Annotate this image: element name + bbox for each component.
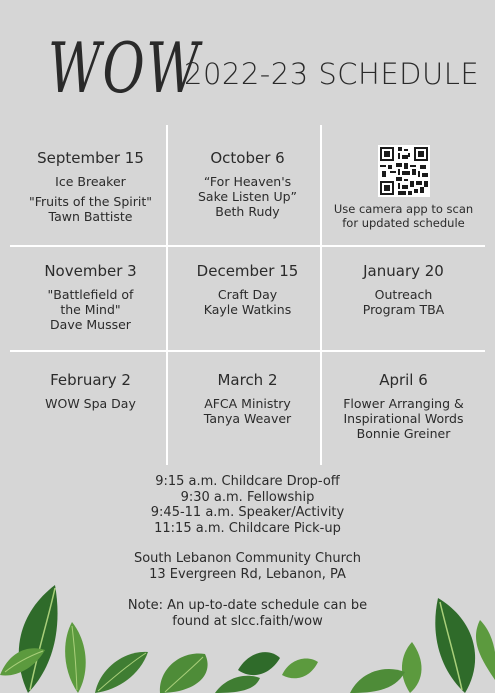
note-line: found at slcc.faith/wow (172, 614, 323, 629)
note-line: Note: An up-to-date schedule can be (127, 598, 368, 613)
church-name: South Lebanon Community Church (133, 551, 362, 566)
church-address: 13 Evergreen Rd, Lebanon, PA (149, 567, 346, 582)
event-line: Dave Musser (50, 317, 131, 332)
leaf-left-mid (65, 622, 86, 693)
event-line: Beth Rudy (215, 204, 280, 219)
event-cell (326, 370, 481, 441)
event-line: Bonnie Greiner (356, 426, 451, 441)
event-line: Inspirational Words (343, 411, 464, 426)
event-line: Sake Listen Up” (197, 189, 298, 204)
schedule-time-line: 9:30 a.m. Fellowship (180, 489, 315, 505)
event-line: the Mind" (60, 302, 121, 317)
event-date: September 15 (37, 149, 144, 167)
daily-schedule (0, 474, 495, 536)
event-cell (326, 261, 481, 317)
grid-divider-horizontal (10, 350, 485, 352)
event-line: Program TBA (362, 302, 445, 317)
qr-cell (326, 145, 481, 230)
event-line: Flower Arranging & (343, 396, 464, 411)
event-line: Ice Breaker (55, 174, 126, 189)
leaf-left-tilted (95, 652, 148, 693)
event-cell (170, 370, 325, 426)
event-line: Kayle Watkins (203, 302, 292, 317)
grid-divider-horizontal (10, 245, 485, 247)
event-line: AFCA Ministry (204, 396, 291, 411)
event-line: "Fruits of the Spirit" (28, 194, 153, 209)
event-date: March 2 (217, 371, 278, 389)
header (0, 0, 495, 125)
schedule-time-line: 9:45-11 a.m. Speaker/Activity (150, 505, 345, 520)
event-date: November 3 (44, 262, 137, 280)
schedule-time-line: 11:15 a.m. Childcare Pick-up (154, 520, 341, 536)
schedule-grid (10, 125, 485, 465)
schedule-time-line: 9:15 a.m. Childcare Drop-off (155, 474, 340, 489)
leaf-center-right (215, 652, 318, 693)
event-cell (13, 261, 168, 332)
event-date: April 6 (379, 371, 428, 389)
church-info (0, 551, 495, 583)
event-date: February 2 (50, 371, 131, 389)
event-line: Tawn Battiste (48, 209, 133, 224)
event-line: "Battlefield of (47, 287, 134, 302)
event-line: Craft Day (217, 287, 278, 302)
event-cell (170, 148, 325, 219)
event-cell (170, 261, 325, 317)
note (0, 598, 495, 630)
event-line: Outreach (374, 287, 433, 302)
leaf-decoration (0, 580, 495, 693)
event-date: December 15 (196, 262, 299, 280)
event-line: “For Heaven's (203, 174, 292, 189)
leaf-center-round (160, 653, 208, 693)
qr-caption: for updated schedule (342, 216, 465, 230)
event-line: WOW Spa Day (45, 396, 136, 411)
qr-caption: Use camera app to scan (333, 202, 474, 216)
page-title: 2022-23 SCHEDULE (184, 57, 480, 91)
event-line: Tanya Weaver (203, 411, 292, 426)
event-cell (13, 148, 168, 224)
event-date: October 6 (210, 149, 285, 167)
qr-code-graphic (378, 145, 430, 197)
qr-code-icon[interactable] (378, 145, 430, 197)
event-date: January 20 (363, 262, 444, 280)
event-cell (13, 370, 168, 411)
wow-logo-text: WOW (48, 28, 201, 109)
